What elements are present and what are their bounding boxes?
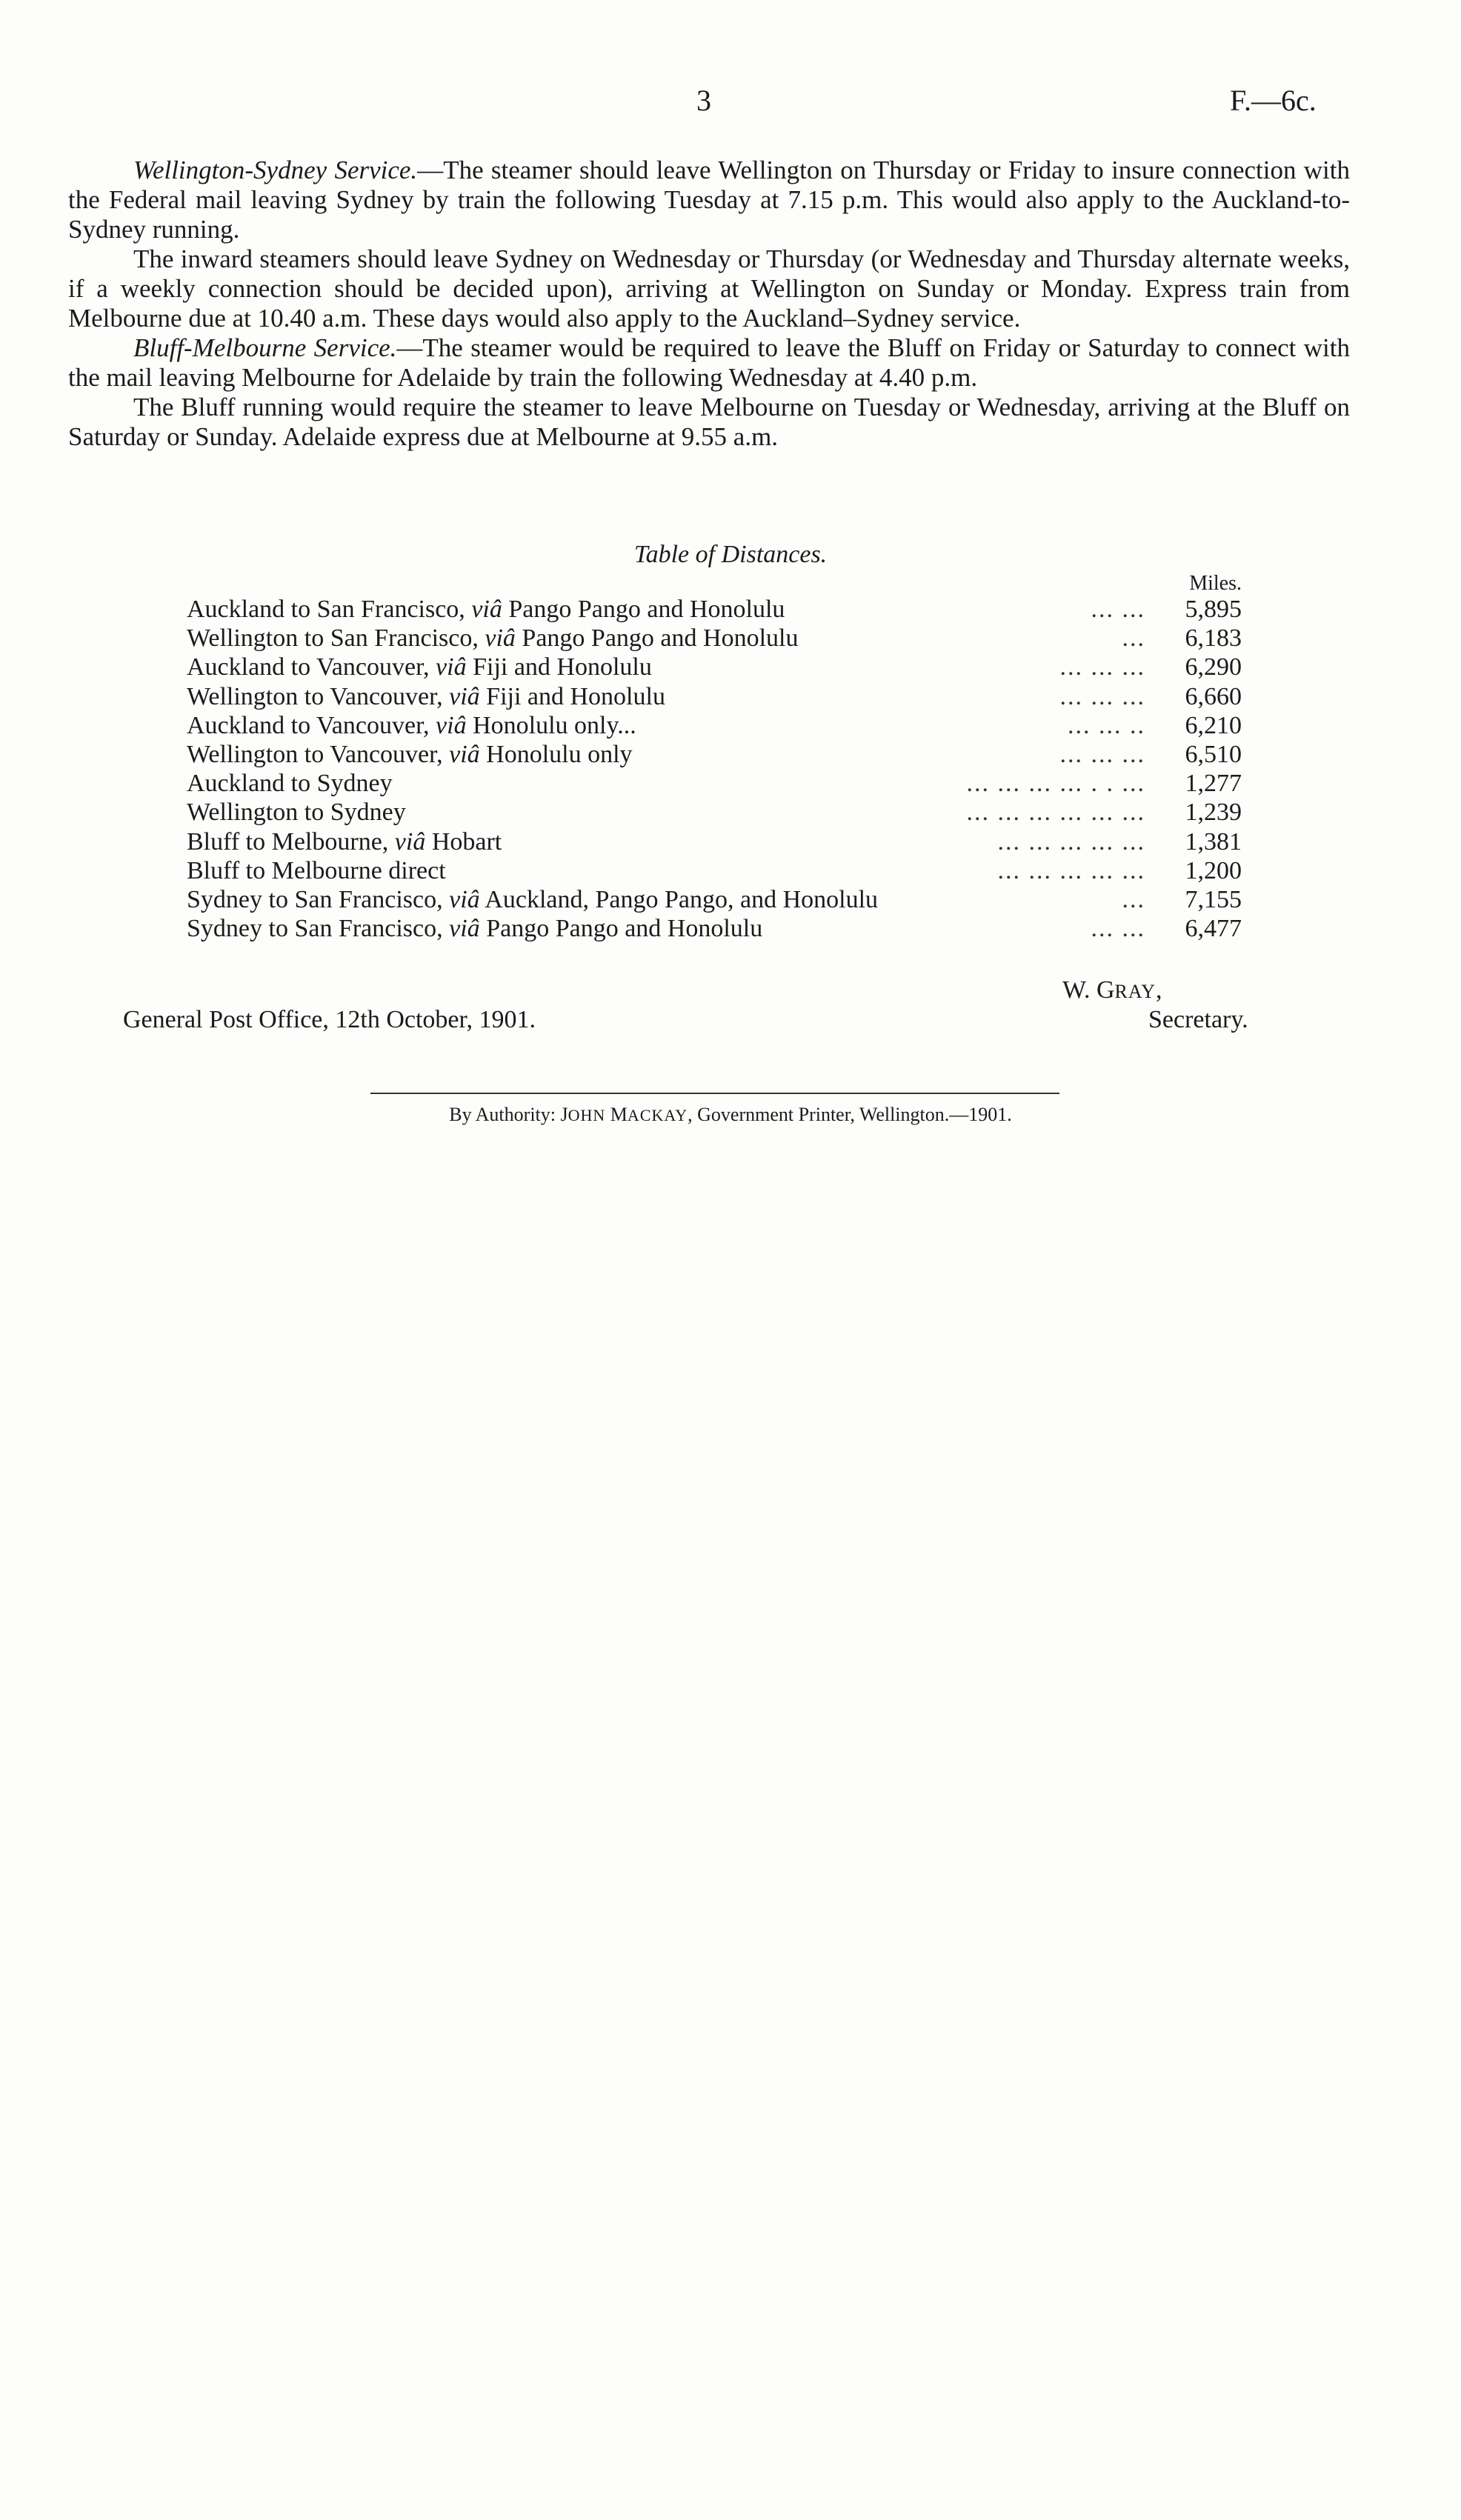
route-via: viâ: [394, 827, 426, 856]
route-via: viâ: [449, 682, 480, 710]
route-miles: 6,510: [1185, 740, 1242, 768]
distance-row: [187, 886, 1242, 915]
leader-dots: ... ... ... ... . . ...: [966, 770, 1145, 798]
signatory-initial: W. G: [1062, 976, 1115, 1004]
signatory-title: Secretary.: [1148, 1006, 1248, 1033]
route-via: viâ: [485, 624, 516, 653]
printer-imprint: [0, 1104, 1461, 1126]
office-date-line: General Post Office, 12th October, 1901.: [123, 1006, 536, 1033]
paragraph-text: The Bluff running would require the steamer to leave Melbourne on Tuesday or Wednesday, arriving at the Bluff on Saturday or Sunday. Adelaide express due at Melbourne at 9.55 a.m.: [68, 393, 1350, 451]
leader-dots: ... ...: [1091, 596, 1145, 623]
table-title: Table of Distances.: [633, 541, 828, 568]
signatory-name: [1062, 976, 1162, 1004]
divider-rule: [370, 1093, 1059, 1094]
route-miles: 1,277: [1185, 770, 1242, 798]
distance-row: [187, 683, 1242, 712]
distance-row: [187, 915, 1242, 944]
route-via: viâ: [449, 915, 480, 943]
distance-row: [187, 741, 1242, 770]
section-lead: Wellington-Sydney Service.: [133, 156, 418, 184]
paragraph-wellington-sydney: [68, 156, 1350, 244]
route-end: Fiji and Honolulu: [479, 682, 665, 710]
route-miles: 6,290: [1185, 653, 1242, 681]
printer-first-rest: OHN: [568, 1106, 606, 1124]
distance-row: [187, 624, 1242, 653]
distance-row: [187, 653, 1242, 682]
route-end: Honolulu only...: [466, 711, 636, 739]
distance-table: [187, 596, 1242, 944]
route-end: Auckland, Pango Pango, and Honolulu: [479, 885, 879, 913]
leader-dots: ... ... ... ... ...: [997, 856, 1145, 884]
route-via: viâ: [436, 653, 467, 681]
route-name: [187, 770, 959, 798]
route-start: Wellington to Vancouver,: [187, 740, 450, 768]
leader-dots: ...: [1122, 885, 1145, 913]
route-start: Bluff to Melbourne,: [187, 827, 395, 856]
route-miles: 6,477: [1185, 915, 1242, 943]
leader-dots: ...: [1122, 624, 1145, 653]
printer-first-initial: J: [560, 1104, 568, 1125]
route-end: Pango Pango and Honolulu: [502, 596, 785, 623]
printer-last-initial: M: [605, 1104, 628, 1125]
route-end: Honolulu only: [479, 740, 633, 768]
section-lead: Bluff-Melbourne Service.: [133, 333, 397, 362]
route-name: [187, 799, 959, 827]
leader-dots: ... ... ...: [1059, 653, 1145, 681]
route-name: [187, 886, 1115, 914]
route-via: viâ: [449, 740, 480, 768]
route-end: Fiji and Honolulu: [466, 653, 652, 681]
route-name: [187, 712, 1060, 740]
route-name: [187, 596, 1084, 624]
distance-row: [187, 596, 1242, 624]
route-end: Pango Pango and Honolulu: [479, 915, 763, 943]
route-start: Sydney to San Francisco,: [187, 885, 450, 913]
route-end: Pango Pango and Honolulu: [515, 624, 799, 653]
route-miles: 6,210: [1185, 711, 1242, 739]
leader-dots: ... ... ...: [1059, 740, 1145, 768]
leader-dots: ... ...: [1091, 915, 1145, 943]
paragraph-bluff-running: [68, 393, 1350, 452]
leader-dots: ... ... ... ... ...: [997, 827, 1145, 856]
route-start: Auckland to Vancouver,: [187, 711, 436, 739]
printer-last-rest: ACKAY: [627, 1106, 688, 1124]
paragraph-inward-steamers: [68, 244, 1350, 333]
route-name: [187, 683, 1053, 711]
distance-row: [187, 799, 1242, 827]
paragraph-text: —The steamer should leave Wellington on Thursday or Friday to insure connection with the Federal mail leaving Sydney by train the following Tuesday at 7.15 p.m. This would also apply to the Auckland-to-Sydney running.: [68, 156, 1350, 244]
route-miles: 6,660: [1185, 682, 1242, 710]
route-start: Wellington to Vancouver,: [187, 682, 450, 710]
body-text: [68, 156, 1350, 452]
route-miles: 1,239: [1185, 799, 1242, 827]
route-via: viâ: [471, 596, 502, 623]
route-name: [187, 741, 1053, 769]
route-end: Hobart: [425, 827, 502, 856]
distance-row: [187, 712, 1242, 741]
route-miles: 5,895: [1185, 596, 1242, 623]
route-miles: 1,200: [1185, 856, 1242, 884]
miles-column-header: Miles.: [1189, 572, 1242, 595]
route-miles: 6,183: [1185, 624, 1242, 653]
route-start: Bluff to Melbourne direct: [187, 856, 446, 884]
page-number: 3: [696, 84, 711, 117]
route-start: Auckland to San Francisco,: [187, 596, 472, 623]
distance-row: [187, 770, 1242, 799]
route-via: viâ: [436, 711, 467, 739]
document-reference: F.—6c.: [1230, 84, 1317, 117]
route-name: [187, 653, 1053, 681]
route-via: viâ: [449, 885, 480, 913]
signatory-surname: RAY: [1114, 981, 1157, 1002]
signatory-comma: ,: [1156, 976, 1162, 1004]
route-name: [187, 828, 991, 856]
imprint-suffix: , Government Printer, Wellington.—1901.: [688, 1104, 1012, 1125]
distance-row: [187, 857, 1242, 886]
leader-dots: ... ... ..: [1068, 711, 1145, 739]
distance-row: [187, 828, 1242, 857]
leader-dots: ... ... ... ... ... ...: [966, 799, 1145, 827]
route-start: Wellington to San Francisco,: [187, 624, 485, 653]
leader-dots: ... ... ...: [1059, 682, 1145, 710]
route-start: Sydney to San Francisco,: [187, 915, 450, 943]
route-miles: 7,155: [1185, 885, 1242, 913]
paragraph-text: —The steamer would be required to leave the Bluff on Friday or Saturday to connect with the mail leaving Melbourne for Adelaide by train the following Wednesday at 4.40 p.m.: [68, 333, 1350, 392]
route-name: [187, 915, 1084, 943]
route-start: Auckland to Vancouver,: [187, 653, 436, 681]
route-name: [187, 624, 1115, 653]
paragraph-text: The inward steamers should leave Sydney on Wednesday or Thursday (or Wednesday and Thursday alternate weeks, if a weekly connection should be decided upon), arriving at Wellington on Sunday or Monday. Express train from Melbourne due at 10.40 a.m. These days would also apply to the Auckland–Sydney service.: [68, 244, 1350, 333]
imprint-prefix: By Authority:: [449, 1104, 561, 1125]
route-start: Auckland to Sydney: [187, 770, 393, 798]
paragraph-bluff-melbourne: [68, 333, 1350, 393]
route-start: Wellington to Sydney: [187, 799, 406, 827]
route-name: [187, 857, 991, 885]
route-miles: 1,381: [1185, 827, 1242, 856]
